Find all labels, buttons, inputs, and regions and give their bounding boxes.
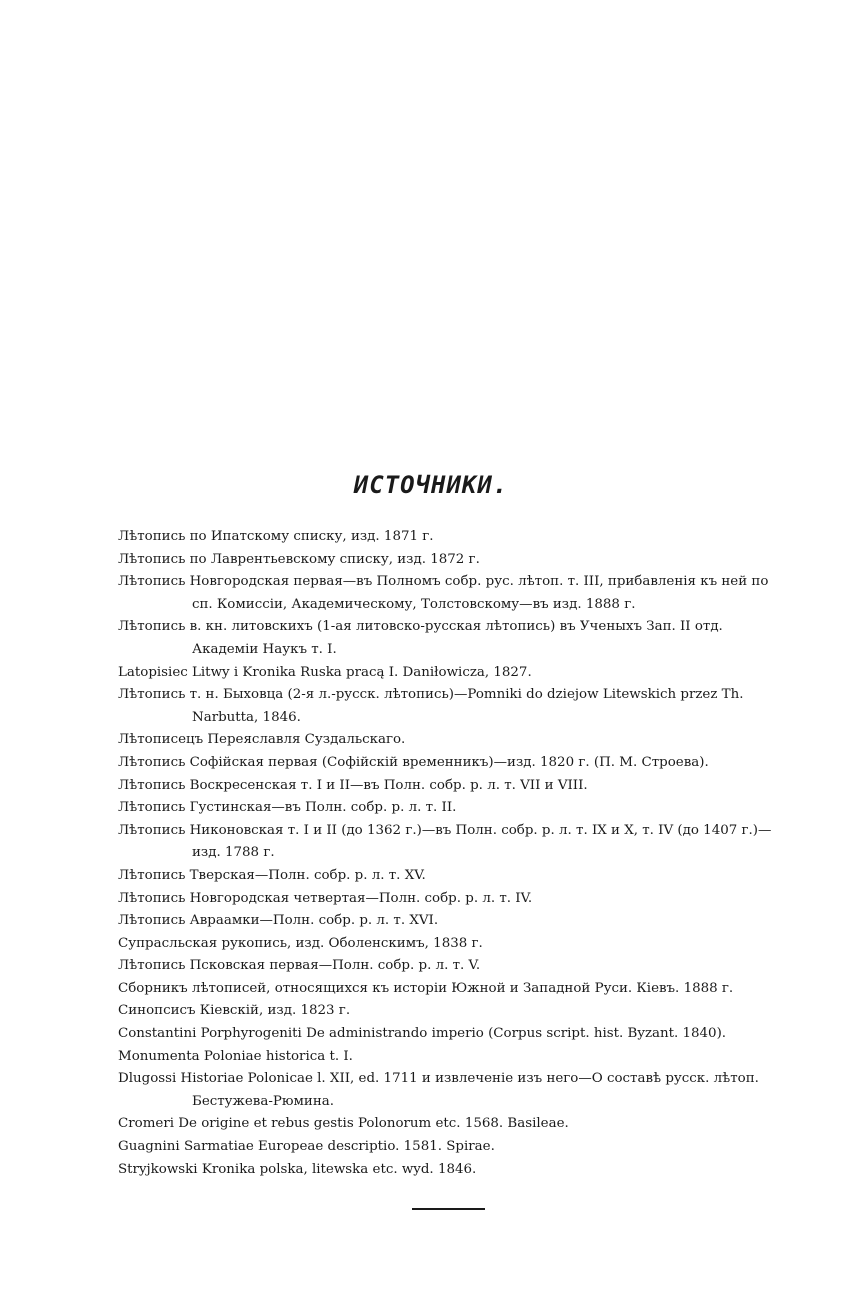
source-entry: Сборникъ лѣтописей, относящихся къ исторіи Южной и Западной Руси. Кіевъ. 1888 г. bbox=[118, 980, 734, 996]
source-entry: Лѣтопись в. кн. литовскихъ (1-ая литовско-русская лѣтопись) въ Ученыхъ Зап. II отд. Академіи Наукъ т. I. bbox=[118, 619, 723, 657]
sources-list bbox=[118, 526, 786, 1181]
source-entry: Cromeri De origine et rebus gestis Polonorum etc. 1568. Basileae. bbox=[118, 1116, 569, 1132]
closing-rule-divider bbox=[412, 1208, 485, 1210]
source-entry: Monumenta Poloniae historica t. I. bbox=[118, 1048, 353, 1064]
source-entry: Latopisiec Litwy i Kronika Ruska pracą I. Daniłowicza, 1827. bbox=[118, 664, 532, 680]
source-entry: Лѣтопись по Ипатскому списку, изд. 1871 г. bbox=[118, 529, 434, 544]
page-title: ИСТОЧНИКИ. bbox=[353, 471, 509, 499]
source-entry: Лѣтописецъ Переяславля Суздальскаго. bbox=[118, 732, 406, 748]
source-entry: Лѣтопись Тверская—Полн. собр. р. л. т. XV. bbox=[118, 867, 426, 883]
source-entry: Лѣтопись Густинская—въ Полн. собр. р. л. т. II. bbox=[118, 800, 457, 816]
source-entry: Лѣтопись т. н. Быховца (2-я л.-русск. лѣтопись)—Pomniki do dziejow Litewskich przez Th. Narbutta, 1846. bbox=[118, 687, 744, 725]
source-entry: Лѣтопись Псковская первая—Полн. собр. р. л. т. V. bbox=[118, 958, 481, 974]
source-entry: Лѣтопись по Лаврентьевскому списку, изд. 1872 г. bbox=[118, 551, 480, 567]
source-entry: Лѣтопись Воскресенская т. I и II—въ Полн. собр. р. л. т. VII и VIII. bbox=[118, 777, 588, 793]
source-entry: Лѣтопись Никоновская т. I и II (до 1362 г.)—въ Полн. собр. р. л. т. IX и X, т. IV (до 1407 г.)—изд. 1788 г. bbox=[118, 822, 772, 861]
source-entry: Guagnini Sarmatiae Europeae descriptio. 1581. Spirae. bbox=[118, 1139, 495, 1155]
source-entry: Лѣтопись Новгородская четвертая—Полн. собр. р. л. т. IV. bbox=[118, 890, 533, 906]
source-entry: Лѣтопись Авраамки—Полн. собр. р. л. т. XVI. bbox=[118, 913, 439, 929]
source-entry: Stryjkowski Kronika polska, litewska etc. wyd. 1846. bbox=[118, 1161, 477, 1177]
source-entry: Лѣтопись Софійская первая (Софійскій временникъ)—изд. 1820 г. (П. М. Строева). bbox=[118, 754, 709, 770]
source-entry: Синопсисъ Кіевскій, изд. 1823 г. bbox=[118, 1003, 351, 1019]
source-entry: Dlugossi Historiae Polonicae l. XII, ed. 1711 и извлеченіе изъ него—О составѣ русск. лѣтоп. Бестужева-Рюмина. bbox=[118, 1071, 759, 1109]
source-entry: Constantini Porphyrogeniti De administrando imperio (Corpus script. hist. Byzant. 1840). bbox=[118, 1026, 727, 1042]
source-entry: Супрасльская рукопись, изд. Оболенскимъ, 1838 г. bbox=[118, 935, 483, 951]
source-entry: Лѣтопись Новгородская первая—въ Полномъ собр. рус. лѣтоп. т. III, прибавленія къ ней по сп. Комиссіи, Академическому, Толстовскому—въ изд. 1888 г. bbox=[118, 574, 769, 612]
